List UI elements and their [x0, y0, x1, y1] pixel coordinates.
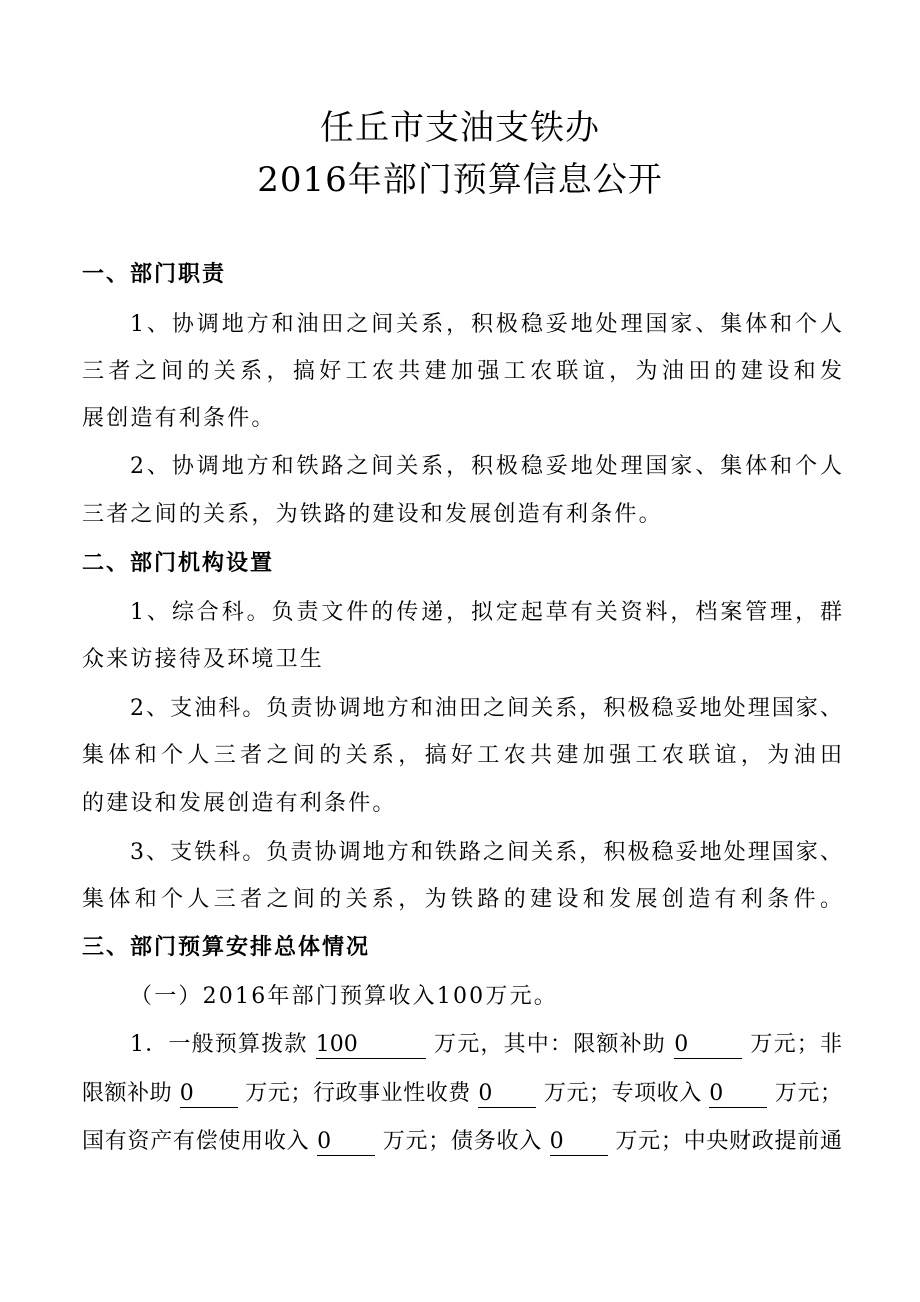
section1-heading: 一、部门职责: [82, 262, 227, 287]
paragraph-line: 的建设和发展创造有利条件。: [82, 791, 397, 816]
paragraph-line: 2、协调地方和铁路之间关系，积极稳妥地处理国家、集体和个人: [130, 454, 842, 479]
debt-income-value: 0: [550, 1129, 608, 1156]
quota-subsidy-value: 0: [674, 1032, 742, 1059]
nonquota-subsidy-value: 0: [180, 1081, 238, 1108]
paragraph-line: 集体和个人三者之间的关系，为铁路的建设和发展创造有利条件。: [82, 887, 842, 912]
paragraph-line: 3、支铁科。负责协调地方和铁路之间关系，积极稳妥地处理国家、: [130, 840, 842, 865]
section2-heading: 二、部门机构设置: [82, 551, 275, 576]
administrative-fee-value: 0: [478, 1081, 536, 1108]
budget-income-summary: （一）2016年部门预算收入100万元。: [130, 984, 558, 1009]
budget-line-2: 限额补助 0 万元；行政事业性收费 0 万元；专项收入 0 万元；: [82, 1081, 842, 1106]
paragraph-line: 展创造有利条件。: [82, 406, 276, 431]
paragraph-line: 集体和个人三者之间的关系，搞好工农共建加强工农联谊，为油田: [82, 743, 842, 768]
budget-line-3: 国有资产有偿使用收入 0 万元；债务收入 0 万元；中央财政提前通: [82, 1129, 842, 1154]
asset-income-value: 0: [317, 1129, 375, 1156]
section3-heading: 三、部门预算安排总体情况: [82, 935, 371, 960]
document-title-line2: 2016年部门预算信息公开: [257, 160, 663, 200]
paragraph-line: 三者之间的关系，搞好工农共建加强工农联谊，为油田的建设和发: [82, 359, 842, 384]
paragraph-line: 三者之间的关系，为铁路的建设和发展创造有利条件。: [82, 502, 663, 527]
budget-line-1: 1．一般预算拨款 100 万元，其中：限额补助 0 万元；非: [130, 1032, 843, 1057]
special-income-value: 0: [709, 1081, 767, 1108]
paragraph-line: 1、协调地方和油田之间关系，积极稳妥地处理国家、集体和个人: [130, 312, 842, 337]
paragraph-line: 众来访接待及环境卫生: [82, 647, 325, 672]
paragraph-line: 2、支油科。负责协调地方和油田之间关系，积极稳妥地处理国家、: [130, 696, 842, 721]
document-title-line1: 任丘市支油支铁办: [320, 108, 600, 148]
general-budget-value: 100: [316, 1032, 426, 1059]
paragraph-line: 1、综合科。负责文件的传递，拟定起草有关资料，档案管理，群: [130, 600, 842, 625]
